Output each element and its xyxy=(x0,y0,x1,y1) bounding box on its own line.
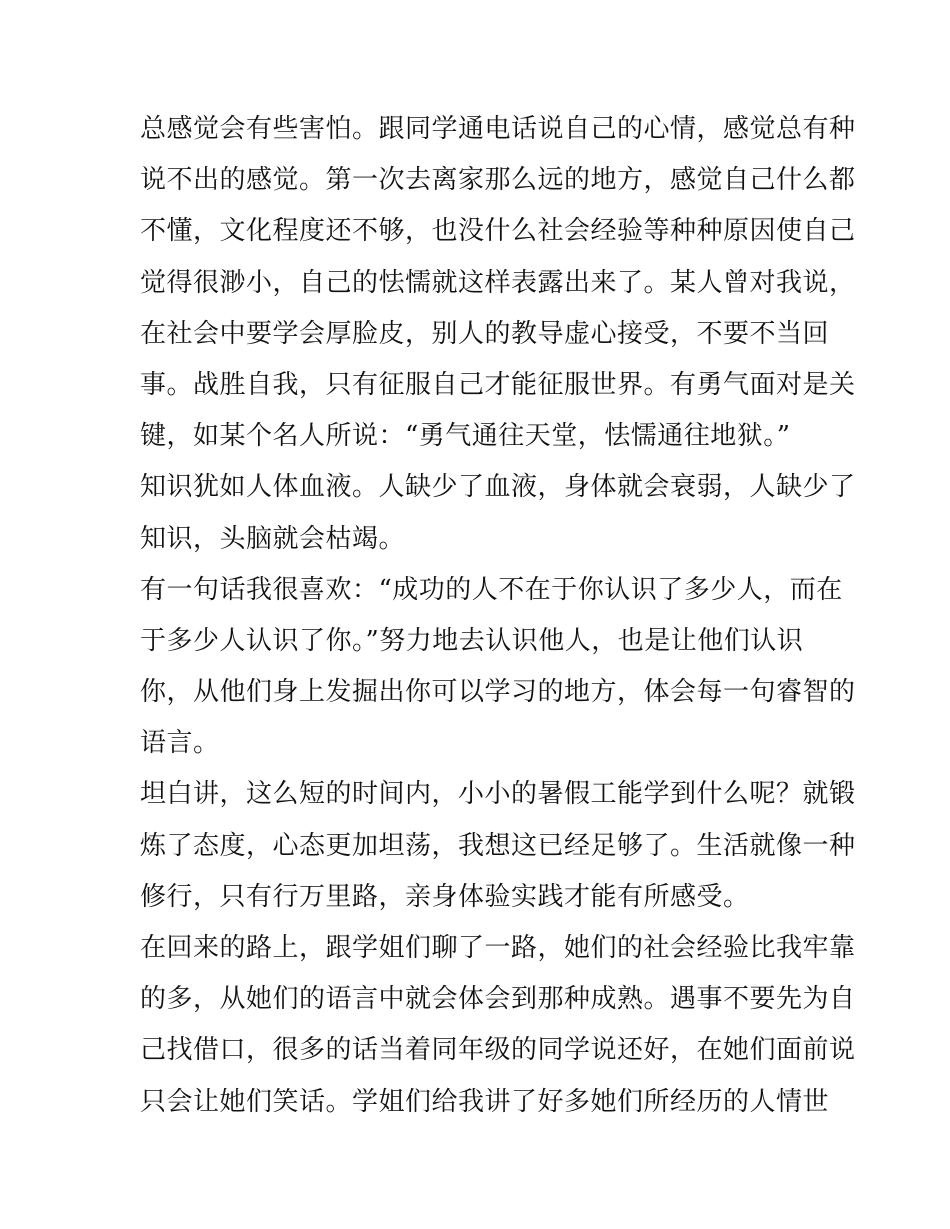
text-line: 说不出的感觉。第一次去离家那么远的地方，感觉自己什么都 xyxy=(140,165,856,196)
text-line: 不懂，文化程度还不够，也没什么社会经验等种种原因使自己 xyxy=(140,216,856,247)
text-line: 语言。 xyxy=(140,728,220,759)
text-line: 的多，从她们的语言中就会体会到那种成熟。遇事不要先为自 xyxy=(140,984,856,1015)
text-line: 事。战胜自我，只有征服自己才能征服世界。有勇气面对是关 xyxy=(140,369,856,400)
text-line: 在社会中要学会厚脸皮，别人的教导虚心接受，不要不当回 xyxy=(140,318,830,349)
text-line: 炼了态度，心态更加坦荡，我想这已经足够了。生活就像一种 xyxy=(140,830,856,861)
body-text xyxy=(140,104,856,1128)
text-line: 觉得很渺小，自己的怯懦就这样表露出来了。某人曾对我说， xyxy=(140,267,856,298)
text-line: 有一句话我很喜欢：“成功的人不在于你认识了多少人，而在 xyxy=(140,574,843,605)
text-line: 修行，只有行万里路，亲身体验实践才能有所感受。 xyxy=(140,881,750,912)
text-line: 总感觉会有些害怕。跟同学通电话说自己的心情，感觉总有种 xyxy=(140,114,856,144)
text-line: 键，如某个名人所说：“勇气通往天堂，怯懦通往地狱。” xyxy=(140,421,791,452)
text-line: 己找借口，很多的话当着同年级的同学说还好，在她们面前说 xyxy=(140,1035,856,1066)
text-line: 知识犹如人体血液。人缺少了血液，身体就会衰弱，人缺少了 xyxy=(140,472,856,503)
text-line: 你，从他们身上发掘出你可以学习的地方，体会每一句睿智的 xyxy=(140,677,856,708)
text-line: 于多少人认识了你。”努力地去认识他人，也是让他们认识 xyxy=(140,625,804,656)
text-line: 坦白讲，这么短的时间内，小小的暑假工能学到什么呢？就锻 xyxy=(140,779,856,810)
text-line: 在回来的路上，跟学姐们聊了一路，她们的社会经验比我牢靠 xyxy=(140,933,856,963)
text-line: 只会让她们笑话。学姐们给我讲了好多她们所经历的人情世 xyxy=(140,1086,830,1117)
text-line: 知识，头脑就会枯竭。 xyxy=(140,523,406,554)
